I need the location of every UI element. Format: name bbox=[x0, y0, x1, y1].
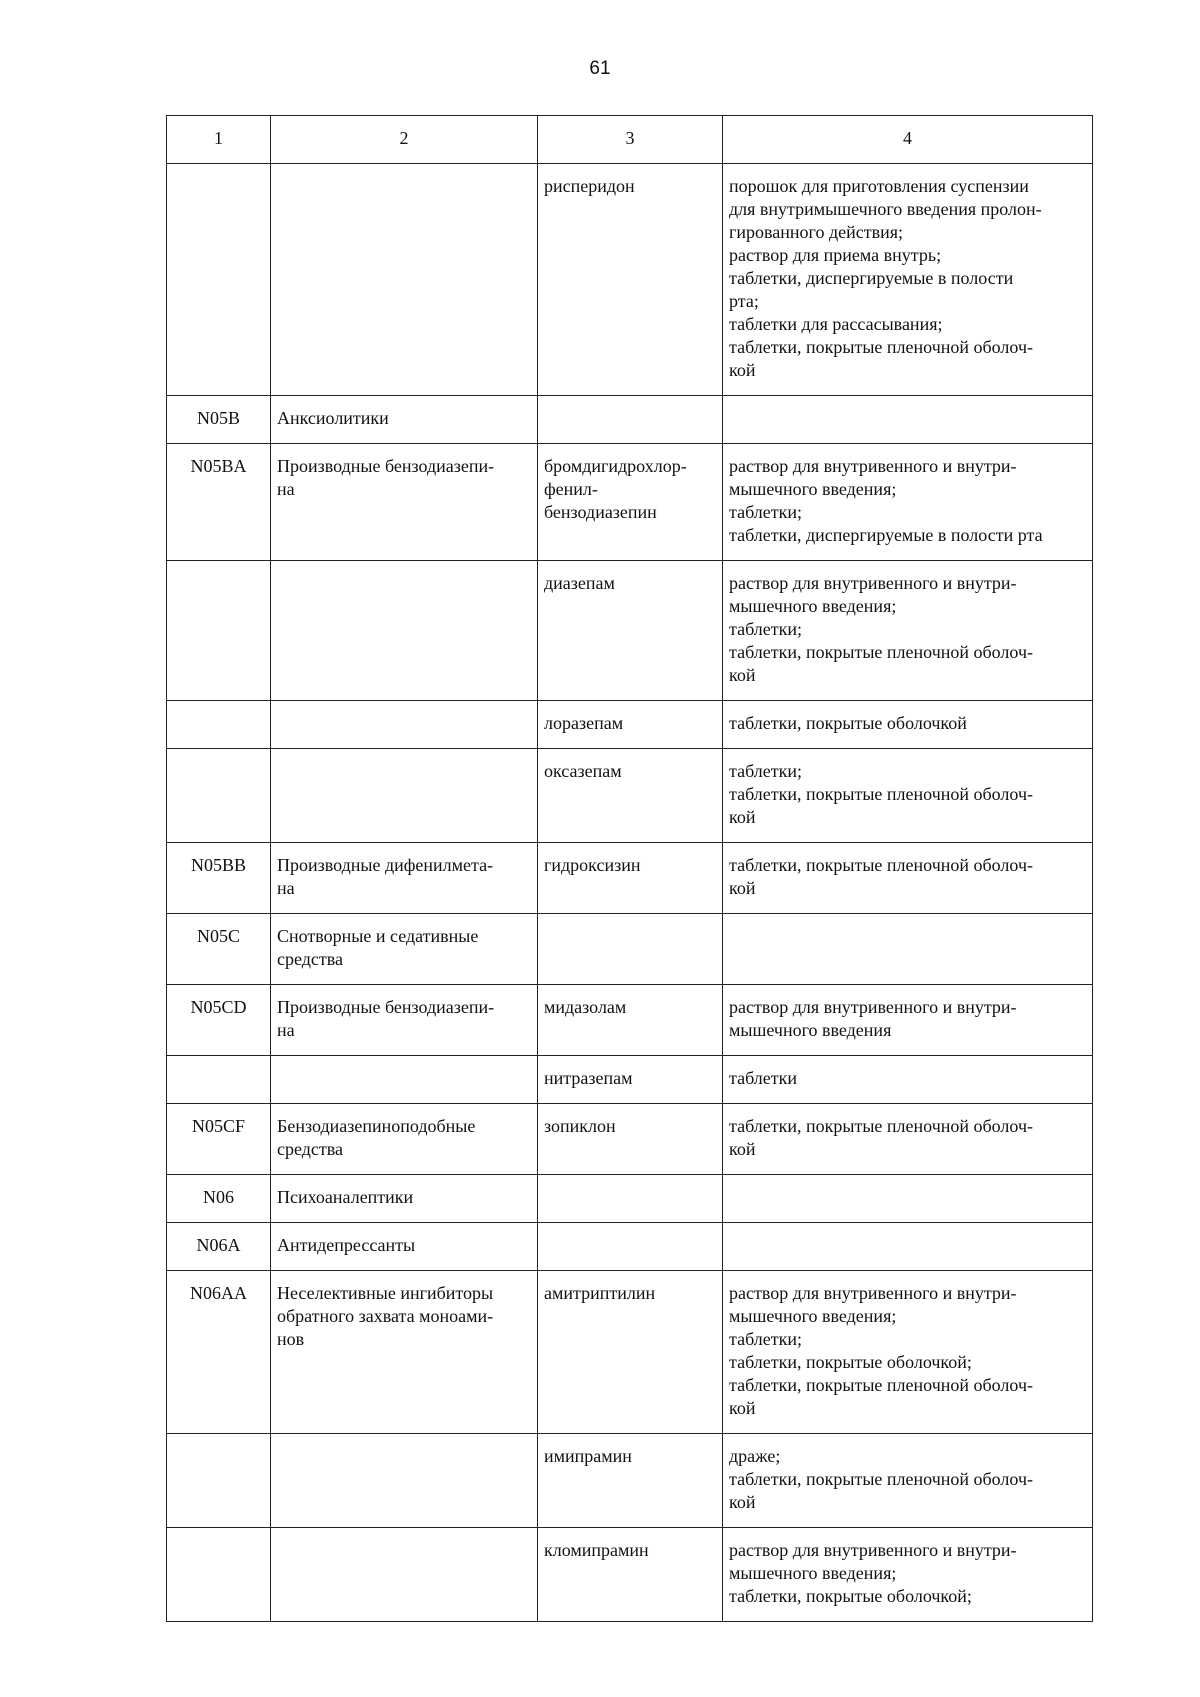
dosage-forms-cell: порошок для приготовления суспензии для внутримышечного введения пролон- гированного действия; раствор для приема внутрь; таблетки, диспергируемые в полости рта; таблетки для рассасывания; таблетки, покрытые пленочной оболоч- кой bbox=[723, 164, 1093, 396]
group-name-cell bbox=[271, 1528, 538, 1622]
dosage-forms-cell: таблетки bbox=[723, 1056, 1093, 1104]
group-name-cell bbox=[271, 749, 538, 843]
drug-name-cell: диазепам bbox=[538, 561, 723, 701]
table-row bbox=[167, 1056, 1093, 1104]
atc-code-cell: N05B bbox=[167, 396, 271, 444]
group-name-cell: Психоаналептики bbox=[271, 1175, 538, 1223]
table-row bbox=[167, 1271, 1093, 1434]
atc-code-cell: N05BA bbox=[167, 444, 271, 561]
atc-code-cell: N05C bbox=[167, 914, 271, 985]
group-name-cell bbox=[271, 1056, 538, 1104]
atc-code-cell bbox=[167, 1434, 271, 1528]
atc-code-cell bbox=[167, 164, 271, 396]
table-row bbox=[167, 985, 1093, 1056]
drug-name-cell: кломипрамин bbox=[538, 1528, 723, 1622]
dosage-forms-cell bbox=[723, 1223, 1093, 1271]
table-row bbox=[167, 914, 1093, 985]
group-name-cell: Снотворные и седативные средства bbox=[271, 914, 538, 985]
drug-table bbox=[166, 115, 1093, 1622]
table-row bbox=[167, 1175, 1093, 1223]
drug-name-cell: бромдигидрохлор- фенил- бензодиазепин bbox=[538, 444, 723, 561]
table-row bbox=[167, 701, 1093, 749]
atc-code-cell: N05BB bbox=[167, 843, 271, 914]
dosage-forms-cell: таблетки, покрытые оболочкой bbox=[723, 701, 1093, 749]
drug-name-cell: имипрамин bbox=[538, 1434, 723, 1528]
page-number: 61 bbox=[589, 58, 611, 79]
group-name-cell: Производные бензодиазепи- на bbox=[271, 985, 538, 1056]
drug-name-cell: рисперидон bbox=[538, 164, 723, 396]
atc-code-cell: N06AA bbox=[167, 1271, 271, 1434]
dosage-forms-cell: раствор для внутривенного и внутри- мышечного введения; таблетки, покрытые оболочкой; bbox=[723, 1528, 1093, 1622]
drug-name-cell bbox=[538, 1223, 723, 1271]
header-col-4: 4 bbox=[723, 116, 1093, 164]
atc-code-cell: N06A bbox=[167, 1223, 271, 1271]
dosage-forms-cell: таблетки; таблетки, покрытые пленочной оболоч- кой bbox=[723, 749, 1093, 843]
dosage-forms-cell: раствор для внутривенного и внутри- мышечного введения; таблетки; таблетки, диспергируемые в полости рта bbox=[723, 444, 1093, 561]
dosage-forms-cell: раствор для внутривенного и внутри- мышечного введения; таблетки; таблетки, покрытые пленочной оболоч- кой bbox=[723, 561, 1093, 701]
group-name-cell bbox=[271, 561, 538, 701]
table-row bbox=[167, 749, 1093, 843]
table-row bbox=[167, 1434, 1093, 1528]
drug-name-cell bbox=[538, 396, 723, 444]
table-row bbox=[167, 561, 1093, 701]
drug-name-cell bbox=[538, 1175, 723, 1223]
table-header-row bbox=[167, 116, 1093, 164]
group-name-cell: Производные бензодиазепи- на bbox=[271, 444, 538, 561]
group-name-cell bbox=[271, 1434, 538, 1528]
header-col-2: 2 bbox=[271, 116, 538, 164]
atc-code-cell bbox=[167, 749, 271, 843]
header-col-3: 3 bbox=[538, 116, 723, 164]
drug-name-cell: гидроксизин bbox=[538, 843, 723, 914]
table-row bbox=[167, 396, 1093, 444]
header-col-1: 1 bbox=[167, 116, 271, 164]
drug-name-cell: амитриптилин bbox=[538, 1271, 723, 1434]
dosage-forms-cell: таблетки, покрытые пленочной оболоч- кой bbox=[723, 843, 1093, 914]
atc-code-cell: N05CD bbox=[167, 985, 271, 1056]
group-name-cell bbox=[271, 701, 538, 749]
table-row bbox=[167, 164, 1093, 396]
dosage-forms-cell bbox=[723, 396, 1093, 444]
drug-name-cell: нитразепам bbox=[538, 1056, 723, 1104]
table-row bbox=[167, 843, 1093, 914]
dosage-forms-cell: раствор для внутривенного и внутри- мышечного введения; таблетки; таблетки, покрытые оболочкой; таблетки, покрытые пленочной оболоч- кой bbox=[723, 1271, 1093, 1434]
table-row bbox=[167, 444, 1093, 561]
group-name-cell: Производные дифенилмета- на bbox=[271, 843, 538, 914]
atc-code-cell bbox=[167, 1056, 271, 1104]
group-name-cell bbox=[271, 164, 538, 396]
atc-code-cell bbox=[167, 701, 271, 749]
group-name-cell: Анксиолитики bbox=[271, 396, 538, 444]
drug-name-cell: зопиклон bbox=[538, 1104, 723, 1175]
group-name-cell: Бензодиазепиноподобные средства bbox=[271, 1104, 538, 1175]
table-row bbox=[167, 1223, 1093, 1271]
drug-name-cell: лоразепам bbox=[538, 701, 723, 749]
dosage-forms-cell: драже; таблетки, покрытые пленочной оболоч- кой bbox=[723, 1434, 1093, 1528]
table-row bbox=[167, 1528, 1093, 1622]
atc-code-cell: N05CF bbox=[167, 1104, 271, 1175]
table-row bbox=[167, 1104, 1093, 1175]
drug-name-cell: мидазолам bbox=[538, 985, 723, 1056]
drug-name-cell: оксазепам bbox=[538, 749, 723, 843]
dosage-forms-cell: таблетки, покрытые пленочной оболоч- кой bbox=[723, 1104, 1093, 1175]
atc-code-cell: N06 bbox=[167, 1175, 271, 1223]
atc-code-cell bbox=[167, 561, 271, 701]
dosage-forms-cell: раствор для внутривенного и внутри- мышечного введения bbox=[723, 985, 1093, 1056]
dosage-forms-cell bbox=[723, 914, 1093, 985]
dosage-forms-cell bbox=[723, 1175, 1093, 1223]
atc-code-cell bbox=[167, 1528, 271, 1622]
group-name-cell: Неселективные ингибиторы обратного захвата моноами- нов bbox=[271, 1271, 538, 1434]
group-name-cell: Антидепрессанты bbox=[271, 1223, 538, 1271]
drug-name-cell bbox=[538, 914, 723, 985]
